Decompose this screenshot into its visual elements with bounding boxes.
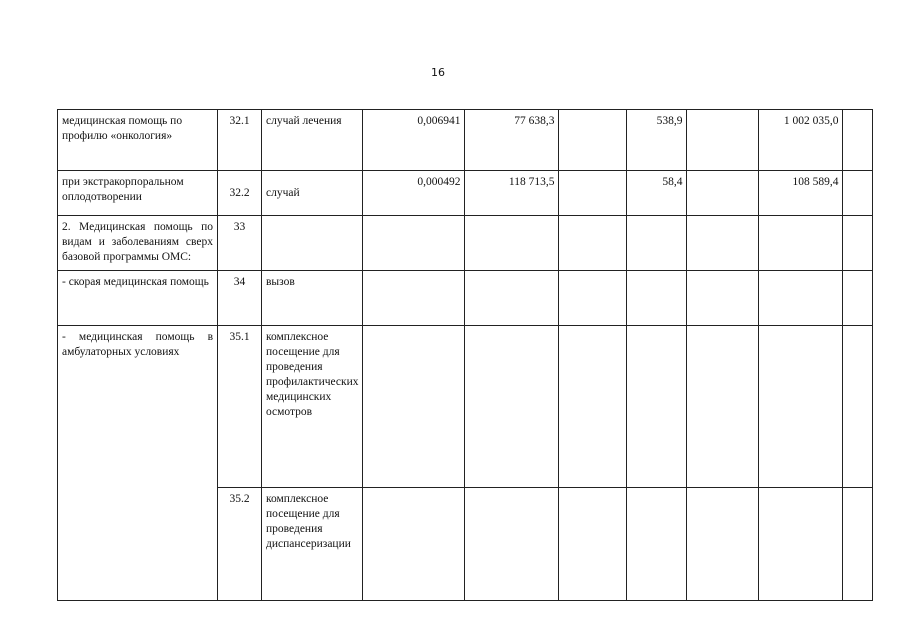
row-value-7: 538,9 — [627, 110, 687, 171]
row-value-9: 108 589,4 — [759, 171, 843, 216]
row-value-5: 118 713,5 — [465, 171, 559, 216]
row-value-9: 1 002 035,0 — [759, 110, 843, 171]
row-value-10 — [843, 216, 873, 271]
row-value-4 — [363, 216, 465, 271]
row-value-9 — [759, 326, 843, 488]
row-code: 35.2 — [218, 488, 262, 601]
row-unit: случай — [262, 171, 363, 216]
row-value-8 — [687, 326, 759, 488]
row-unit: случай лечения — [262, 110, 363, 171]
row-code: 35.1 — [218, 326, 262, 488]
row-value-10 — [843, 271, 873, 326]
row-unit — [262, 216, 363, 271]
row-value-10 — [843, 488, 873, 601]
row-value-7 — [627, 216, 687, 271]
row-value-6 — [559, 110, 627, 171]
row-value-4 — [363, 488, 465, 601]
row-value-4: 0,000492 — [363, 171, 465, 216]
row-value-10 — [843, 110, 873, 171]
row-value-5 — [465, 271, 559, 326]
row-value-9 — [759, 488, 843, 601]
row-value-5 — [465, 326, 559, 488]
row-value-6 — [559, 171, 627, 216]
table-row — [58, 326, 873, 488]
row-value-6 — [559, 271, 627, 326]
table-row — [58, 110, 873, 171]
row-value-4: 0,006941 — [363, 110, 465, 171]
row-code: 33 — [218, 216, 262, 271]
row-unit: комплексное посещение для проведения профилактических медицинских осмотров — [262, 326, 363, 488]
row-unit: вызов — [262, 271, 363, 326]
row-value-4 — [363, 326, 465, 488]
row-value-8 — [687, 216, 759, 271]
row-value-9 — [759, 271, 843, 326]
row-value-8 — [687, 488, 759, 601]
row-value-9 — [759, 216, 843, 271]
row-name: при экстракорпоральном оплодотворении — [58, 171, 218, 216]
row-value-8 — [687, 110, 759, 171]
row-code: 34 — [218, 271, 262, 326]
row-value-4 — [363, 271, 465, 326]
row-value-6 — [559, 326, 627, 488]
row-code: 32.1 — [218, 110, 262, 171]
row-unit: комплексное посещение для проведения диспансеризации — [262, 488, 363, 601]
table-row — [58, 271, 873, 326]
row-name: - скорая медицинская помощь — [58, 271, 218, 326]
row-value-7: 58,4 — [627, 171, 687, 216]
row-value-7 — [627, 271, 687, 326]
row-value-6 — [559, 216, 627, 271]
row-value-10 — [843, 171, 873, 216]
row-value-8 — [687, 271, 759, 326]
row-value-10 — [843, 326, 873, 488]
row-code: 32.2 — [218, 171, 262, 216]
row-value-5: 77 638,3 — [465, 110, 559, 171]
row-name: 2. Медицинская помощь по видам и заболеваниям сверх базовой программы ОМС: — [58, 216, 218, 271]
row-value-5 — [465, 216, 559, 271]
row-value-8 — [687, 171, 759, 216]
row-value-5 — [465, 488, 559, 601]
row-name: медицинская помощь по профилю «онкология» — [58, 110, 218, 171]
row-value-7 — [627, 326, 687, 488]
row-value-7 — [627, 488, 687, 601]
row-value-6 — [559, 488, 627, 601]
page-number: 16 — [431, 66, 445, 79]
table-row — [58, 216, 873, 271]
row-name: - медицинская помощь в амбулаторных условиях — [58, 326, 218, 601]
data-table — [57, 109, 873, 601]
table-row — [58, 171, 873, 216]
